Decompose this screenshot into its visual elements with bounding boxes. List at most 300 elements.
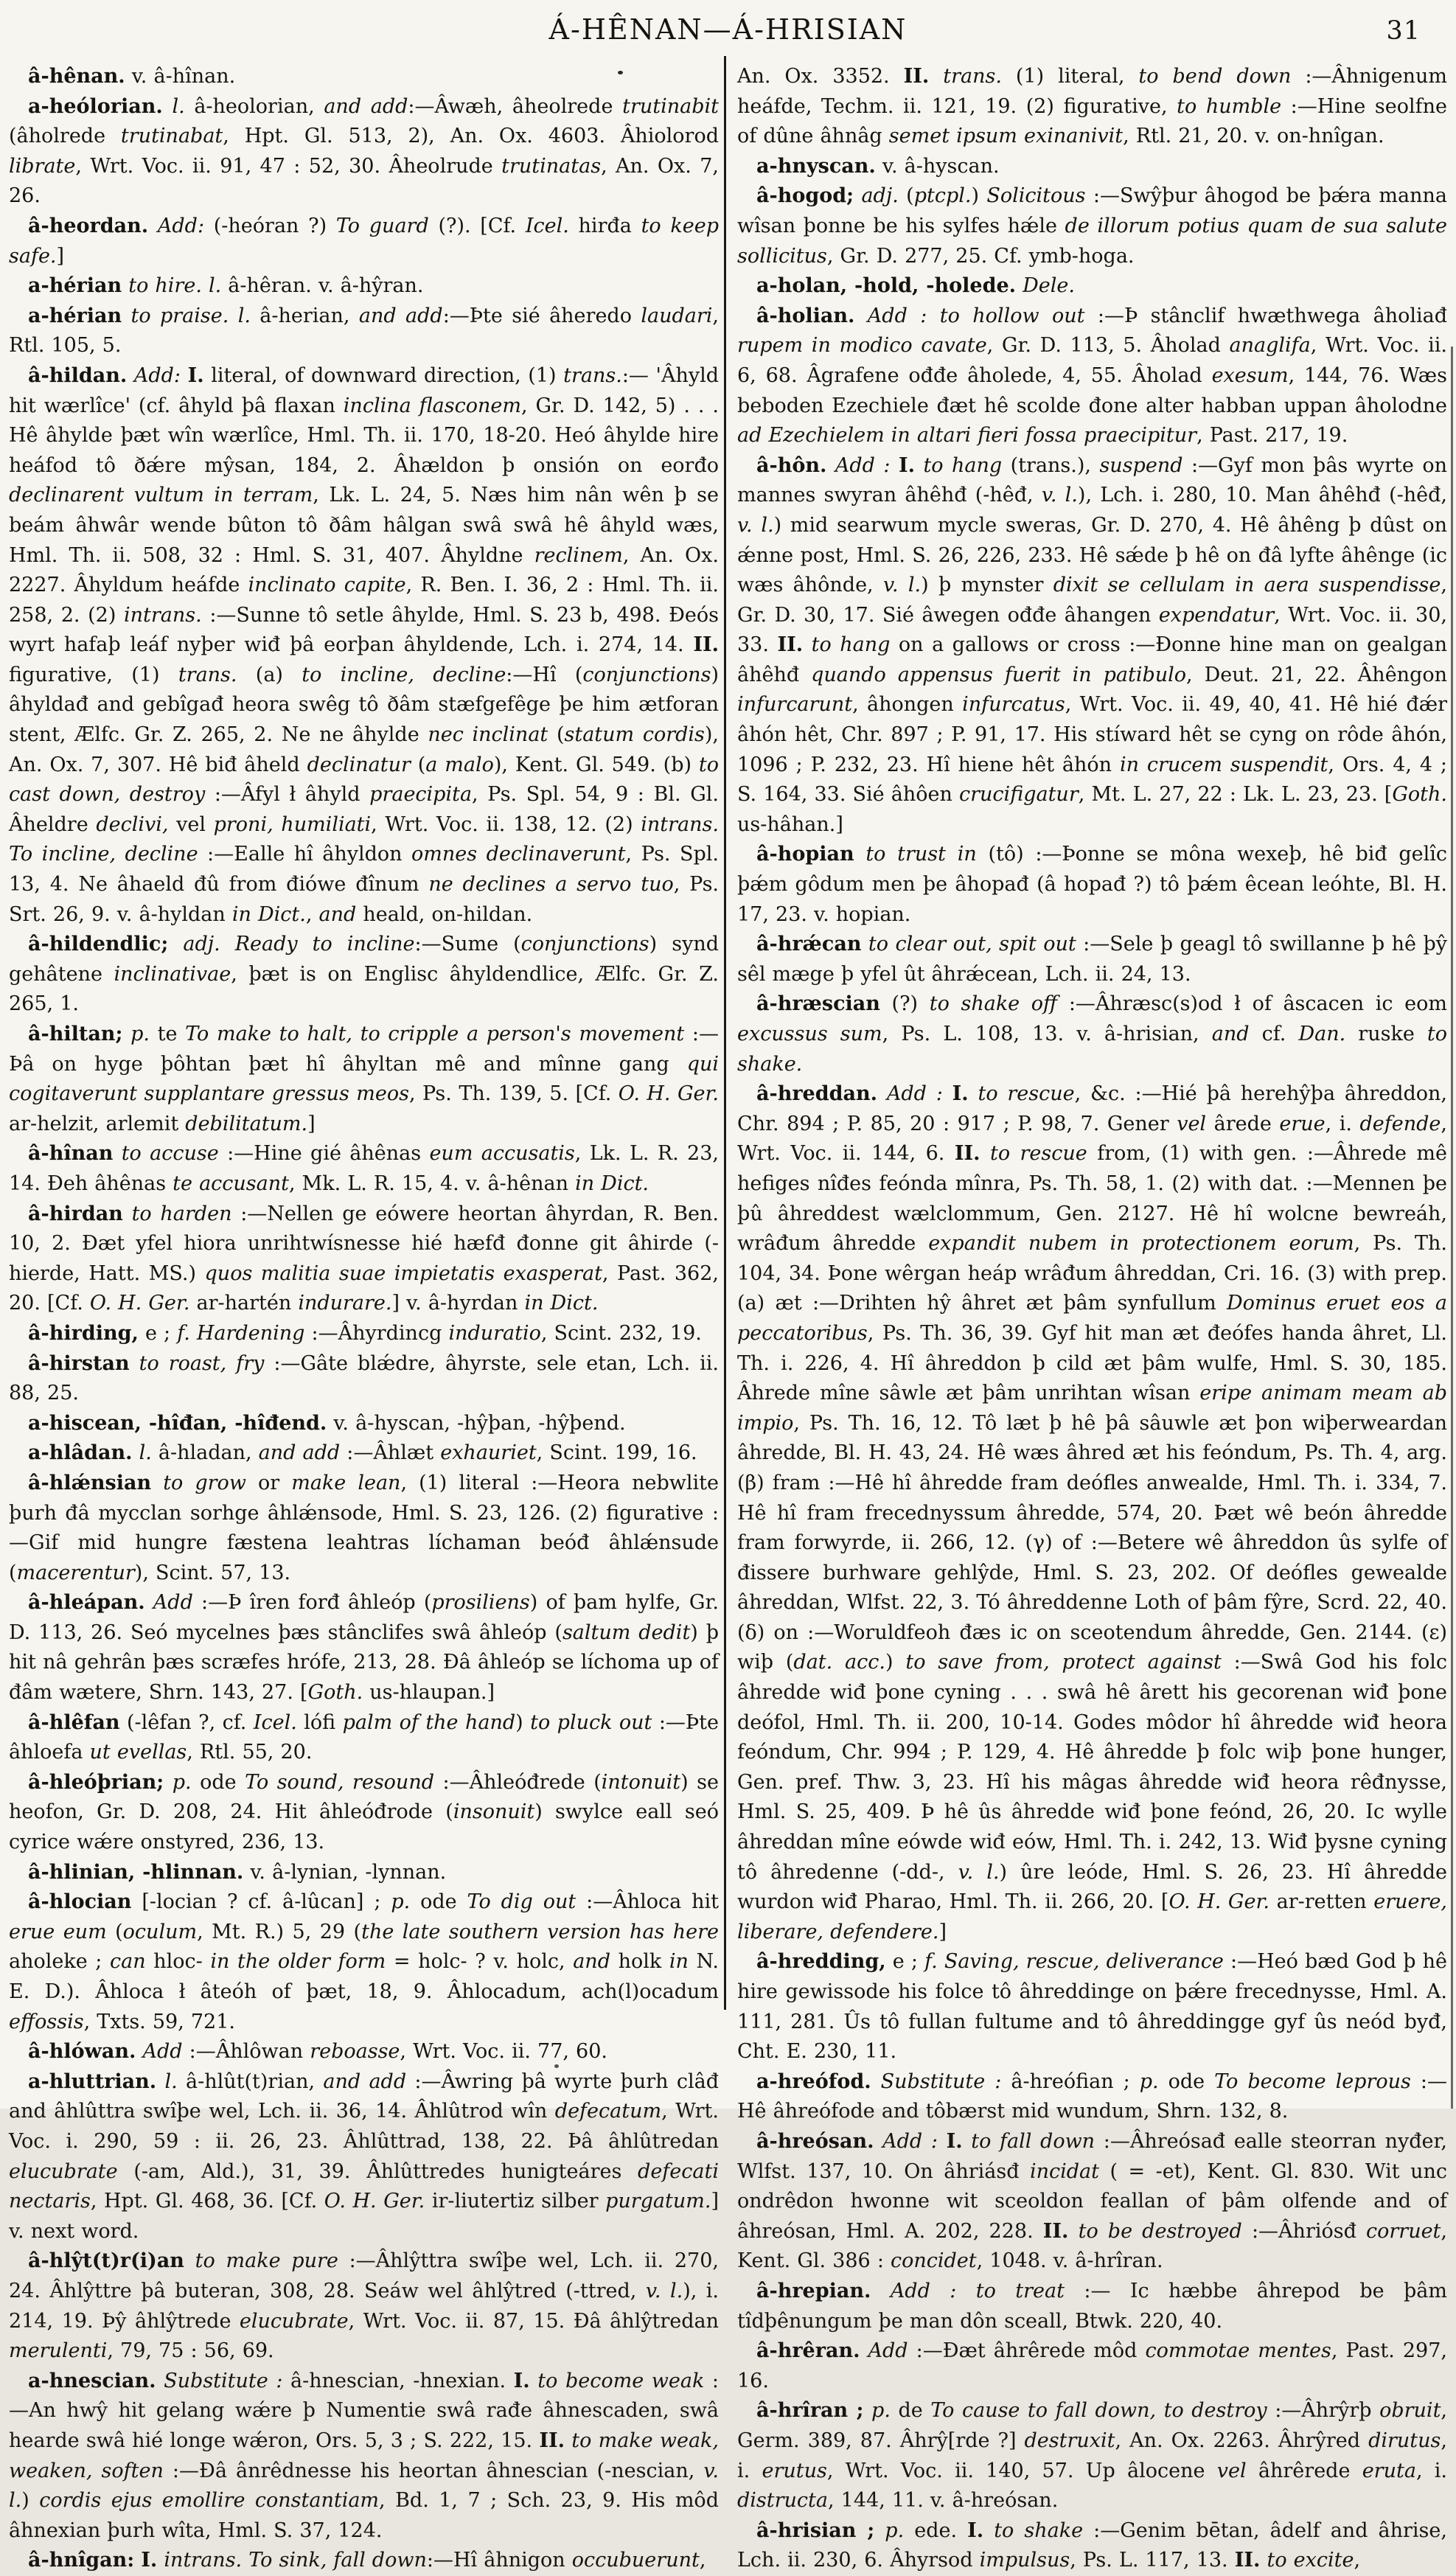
entry-text: v. l. bbox=[645, 2279, 683, 2302]
entry-text: qui cogitaverunt supplantare gressus meos bbox=[9, 1052, 719, 1106]
entry-text: and add bbox=[324, 94, 408, 118]
entry-text: to clear out, spit out bbox=[868, 933, 1076, 956]
entry-text: , Wrt. Voc. ii. 77, 60. bbox=[400, 2040, 607, 2064]
entry-text: Add: bbox=[157, 214, 205, 237]
dictionary-entry bbox=[9, 62, 719, 92]
entry-headword: â-hrǽcan bbox=[756, 933, 862, 956]
entry-text: , Past. 297, 16. bbox=[737, 2339, 1447, 2392]
entry-text: conjunctions bbox=[582, 663, 711, 686]
entry-text bbox=[113, 1142, 121, 1165]
entry-headword: a-hnyscan. bbox=[756, 154, 876, 178]
entry-text: debilitatum. bbox=[185, 1112, 308, 1135]
entry-text: :—Swâ God his folc âhredde wiđ þone cyning . . . swâ hê ârett his gecorenan wiđ þone deófol, Hml. Th. ii. 200, 10-14. Godes môdor hî âhredde wiđ heora feóndum, Chr. 994 ; P. 129, 4. Hê âhredde þ folc wiþ þone hunger, Gen. pref. Thw. 3, 23. Hî his mâgas âhredde wiđ heora rêđnysse, Hml. S. 25, 409. Þ hê ûs âhredde wiđ þone feónd, 26, 20. Ic wylle âhreddan mîne eówde wiđ eów, Hml. Th. i. 242, 13. Wiđ þysne cyning tô âhredenne (-dd-, bbox=[737, 1651, 1447, 1884]
entry-text: ) of þam hylfe, Gr. D. 113, 26. Seó mycelnes þæs stânclifes swâ âhleóp ( bbox=[9, 1591, 719, 1644]
entry-text: Goth. bbox=[307, 1681, 363, 1705]
entry-text: nec inclinat bbox=[428, 723, 548, 747]
entry-text: â-hêran. v. â-hŷran. bbox=[221, 274, 424, 298]
entry-text bbox=[943, 1082, 952, 1105]
dictionary-entry bbox=[737, 451, 1447, 840]
entry-text: ) âhyldađ and gebîgađ heora swêg tô ðâm stæfgefêge þe him ætforan stent, Ælfc. Gr. Z. 265, 2. Ne ne âhylde bbox=[9, 663, 719, 747]
entry-text: Add bbox=[868, 2339, 908, 2363]
entry-text bbox=[890, 454, 898, 477]
entry-text: eum accusatis bbox=[429, 1142, 575, 1166]
entry-text: to rescue bbox=[989, 1142, 1087, 1166]
entry-text: â-hlût(t)rian, bbox=[177, 2069, 324, 2093]
dictionary-entry bbox=[737, 1079, 1447, 1947]
entry-text: induratio bbox=[448, 1321, 541, 1345]
dictionary-entry bbox=[9, 1200, 719, 1319]
entry-text: to accuse bbox=[121, 1142, 219, 1166]
entry-text: in crucem suspendit bbox=[1119, 753, 1328, 776]
entry-text: intrans. bbox=[124, 603, 202, 627]
entry-text: v. l. bbox=[958, 1860, 1000, 1884]
dictionary-entry bbox=[9, 1469, 719, 1588]
entry-text: to hollow out bbox=[939, 304, 1085, 327]
entry-text: Icel. bbox=[253, 1710, 297, 1734]
entry-text: v. l. bbox=[9, 2459, 719, 2513]
entry-text: inclina flasconem bbox=[343, 394, 521, 417]
entry-text: praecipita bbox=[369, 783, 473, 807]
entry-text: to praise. bbox=[130, 304, 229, 327]
dictionary-entry-continuation bbox=[737, 62, 1447, 152]
entry-text: (tô) :—Þonne se môna wexeþ, hê biđ gelîc þǽm gôdum men þe âhopađ (â hopađ ?) tô þǽm êcean leóhte, Bl. H. 17, 23. v. hopian. bbox=[737, 843, 1448, 926]
entry-text: ) bbox=[885, 1651, 906, 1674]
entry-text: hloc- bbox=[145, 1950, 211, 1974]
dictionary-entry bbox=[9, 302, 719, 361]
entry-text: omnes declinaverunt bbox=[411, 843, 626, 866]
entry-text: eruere, liberare, defendere. bbox=[737, 1890, 1448, 1943]
entry-text: , Wrt. Voc. ii. 140, 57. Up âlocene bbox=[826, 2459, 1217, 2482]
entry-text: , Ps. Th. 104, 34. Þone wêrgan heáp wrâđum âhreddan, Cri. 16. (3) with prep. (a) æt :—Drihten hŷ âhret æt þâm synfullum bbox=[737, 1232, 1447, 1315]
entry-text: :—Hê âhreófode and tôbærst mid wundum, Shrn. 132, 8. bbox=[737, 2069, 1447, 2123]
entry-text: us-hâhan.] bbox=[737, 812, 843, 836]
entry-text: vel bbox=[168, 812, 214, 836]
entry-headword: a-hnescian. bbox=[28, 2369, 156, 2392]
entry-text: in Dict. bbox=[575, 1172, 649, 1195]
entry-headword: â-hreósan. bbox=[756, 2129, 874, 2153]
entry-text: To dig out bbox=[467, 1890, 577, 1914]
entry-text: f. Saving, rescue, deliverance bbox=[924, 1950, 1224, 1974]
dictionary-entry bbox=[9, 92, 719, 212]
entry-text: To guard bbox=[335, 214, 429, 237]
entry-text: :—Âwæh, âheolrede bbox=[408, 94, 623, 118]
entry-headword: a-hluttrian. bbox=[28, 2069, 157, 2093]
entry-text: to trust in bbox=[865, 843, 977, 866]
entry-text: :—Þte âhloefa bbox=[9, 1710, 719, 1764]
entry-text: = holc- ? v. holc, bbox=[386, 1950, 574, 1974]
entry-text: ] bbox=[307, 1112, 316, 1135]
entry-text: in Dict. bbox=[231, 902, 306, 926]
entry-headword: â-heordan. bbox=[28, 214, 149, 237]
entry-text: :—Nellen ge eówere heortan âhyrdan, R. Ben. 10, 2. Ðæt yfel hiora unrihtwísnesse hié hæfđ đonne git âhirde (-hierde, Hatt. MS.) bbox=[9, 1202, 719, 1285]
entry-text: heald, on-hildan. bbox=[356, 902, 533, 926]
dictionary-entry bbox=[9, 930, 719, 1020]
entry-text bbox=[168, 933, 183, 955]
entry-text: ) se heofon, Gr. D. 208, 24. Hit âhleóđrode ( bbox=[9, 1770, 720, 1824]
entry-text: reclinem bbox=[534, 543, 623, 567]
entry-text: ), Kent. Gl. 549. (b) bbox=[493, 753, 699, 776]
entry-text: trutinabit bbox=[622, 94, 719, 118]
entry-text: Add bbox=[142, 2040, 183, 2064]
entry-text bbox=[803, 633, 812, 656]
dictionary-entry bbox=[737, 840, 1447, 930]
entry-text: O. H. Ger. bbox=[618, 1082, 720, 1106]
entry-text: â-hladan, bbox=[151, 1441, 259, 1465]
entry-text: :—Þte sié âheredo bbox=[442, 304, 641, 327]
dictionary-entry bbox=[9, 1319, 719, 1349]
entry-text: concidet bbox=[891, 2249, 977, 2273]
entry-text: Add : bbox=[890, 2279, 957, 2302]
entry-text: Dan. bbox=[1298, 1023, 1346, 1045]
entry-text: erue eum bbox=[9, 1920, 107, 1943]
entry-text: e ; bbox=[138, 1321, 178, 1345]
entry-text: :—Âhriósđ bbox=[1241, 2219, 1366, 2243]
entry-text bbox=[163, 95, 173, 118]
entry-text: f. Hardening bbox=[177, 1321, 305, 1345]
entry-text: , Wrt. Voc. ii. 144, 6. bbox=[737, 1112, 1447, 1166]
entry-text: , An. Ox. 7, 26. bbox=[9, 154, 719, 208]
entry-text: aholeke ; bbox=[9, 1950, 111, 1974]
entry-headword: a-holan, -hold, -holede. bbox=[756, 274, 1017, 298]
entry-headword: â-hlêfan bbox=[28, 1710, 120, 1734]
entry-text: ad Ezechielem in altari fieri fossa praecipitur bbox=[737, 424, 1197, 448]
entry-text: indurare. bbox=[298, 1292, 392, 1315]
entry-headword: â-hreddan. bbox=[756, 1082, 878, 1106]
entry-text: on a gallows or cross :—Ðonne hine man on gealgan âhêhđ bbox=[737, 633, 1448, 686]
entry-text: effossis bbox=[9, 2010, 84, 2033]
entry-text: Solicitous bbox=[986, 184, 1086, 208]
entry-text: :— Ic hæbbe âhrepod be þâm tîdþênungum þe man dôn sceall, Btwk. 220, 40. bbox=[737, 2279, 1447, 2333]
entry-text: expandit nubem in protectionem eorum bbox=[928, 1232, 1354, 1256]
entry-headword: â-hôn. bbox=[756, 453, 827, 477]
entry-text: ) synd gehâtene bbox=[9, 933, 719, 986]
entry-text: destruxit bbox=[1024, 2429, 1115, 2452]
entry-text: :—Hî ( bbox=[506, 663, 583, 686]
entry-headword: â-hlówan. bbox=[28, 2040, 136, 2064]
entry-text bbox=[863, 2399, 871, 2422]
entry-text: to rescue bbox=[978, 1082, 1075, 1106]
entry-text bbox=[877, 1082, 887, 1105]
entry-headword: â-hræscian bbox=[756, 992, 880, 1016]
entry-text bbox=[202, 274, 209, 297]
entry-headword: a-hreófod. bbox=[756, 2069, 871, 2093]
entry-text: , Mt. L. 27, 22 : Lk. L. 23, 23. [ bbox=[1078, 783, 1393, 807]
entry-text bbox=[980, 1142, 990, 1165]
entry-headword: â-hirding, bbox=[28, 1321, 139, 1345]
entry-text: occubuerunt bbox=[571, 2549, 700, 2572]
entry-text: p. bbox=[391, 1890, 411, 1914]
entry-text: ruske bbox=[1345, 1023, 1427, 1045]
entry-text: defecati nectaris bbox=[9, 2159, 719, 2213]
dictionary-entry bbox=[737, 2516, 1447, 2576]
entry-text bbox=[938, 2130, 947, 2153]
entry-text bbox=[122, 304, 130, 327]
entry-headword: I. bbox=[141, 2549, 158, 2572]
entry-text: Add: bbox=[133, 363, 181, 387]
entry-text: defende bbox=[1359, 1112, 1441, 1135]
entry-text: to save from, protect against bbox=[905, 1651, 1222, 1674]
entry-text: to keep safe. bbox=[9, 214, 720, 268]
entry-text: :—Sume ( bbox=[414, 933, 521, 956]
entry-text: , Wrt. Voc. i. 290, 59 : ii. 26, 23. Âhlûttrad, 138, 22. Þâ âhlûtredan bbox=[9, 2100, 719, 2153]
entry-text: erue bbox=[1279, 1112, 1326, 1135]
entry-text: , Wrt. Voc. ii. 6, 68. Âgrafene ođđe âholede, 4, 55. Âholad bbox=[737, 334, 1447, 387]
dictionary-entry bbox=[9, 361, 719, 930]
entry-text bbox=[983, 2519, 994, 2542]
entry-text: :—Âfyl ł âhyld bbox=[205, 783, 370, 807]
entry-text: inclinato capite bbox=[248, 574, 406, 597]
entry-text: ) þ hit nâ gehrân þæs scræfes hrófe, 213, 28. Ðâ âhleóp se líchoma up of đâm wætere, Shrn. 143, 27. [ bbox=[9, 1621, 719, 1705]
entry-text: intrans. To sink, fall down bbox=[164, 2549, 427, 2572]
entry-text: , Ors. 4, 4 ; S. 164, 33. Sié âhôen bbox=[737, 753, 1447, 807]
entry-text: Add bbox=[153, 1591, 193, 1615]
entry-text: ] bbox=[56, 244, 65, 268]
entry-text: incidat bbox=[1029, 2159, 1099, 2183]
entry-text: â-heolorian, bbox=[184, 94, 324, 118]
entry-text: , 144, 11. v. â-hreósan. bbox=[828, 2489, 1059, 2513]
entry-text: , Ps. Spl. 13, 4. Ne âhaeld đû from điówe đînum bbox=[9, 843, 720, 897]
entry-text: , Wrt. Voc. ii. 49, 40, 41. Hê hié đǽr âhón hêt, Chr. 897 ; P. 91, 17. His stíward hêt se cyng on rôde âhón, 1096 ; P. 232, 23. Hî hiene hêt âhón bbox=[737, 693, 1448, 776]
entry-text: Add : bbox=[867, 304, 927, 327]
dictionary-entry bbox=[9, 1020, 719, 1139]
entry-text bbox=[1068, 2220, 1078, 2243]
entry-text: :—Gâte blǽdre, âhyrste, sele etan, Lch. ii. 88, 25. bbox=[9, 1351, 719, 1405]
dictionary-entry bbox=[737, 2067, 1447, 2127]
entry-headword: â-hleápan. bbox=[28, 1591, 145, 1615]
entry-text: to fall down bbox=[971, 2129, 1096, 2153]
entry-text bbox=[929, 65, 943, 88]
entry-text bbox=[854, 184, 861, 207]
entry-text: eruta bbox=[1362, 2459, 1416, 2482]
entry-text bbox=[229, 304, 237, 327]
entry-text: , R. Ben. I. 36, 2 : Hml. Th. ii. 258, 2. (2) bbox=[9, 574, 719, 627]
entry-text: :—Âhloca hit bbox=[576, 1890, 720, 1914]
entry-text: declinatur bbox=[307, 753, 411, 776]
entry-text bbox=[874, 2130, 882, 2153]
entry-text: and add bbox=[323, 2069, 407, 2093]
entry-text: semet ipsum exinanivit bbox=[888, 125, 1124, 148]
dictionary-entry bbox=[9, 271, 719, 302]
entry-text: , Rtl. 21, 20. v. on-hnîgan. bbox=[1123, 125, 1384, 148]
entry-text: adj. Ready to incline bbox=[183, 933, 415, 956]
entry-text: us-hlaupan.] bbox=[363, 1681, 495, 1705]
entry-headword: a-heólorian. bbox=[28, 94, 163, 118]
entry-text: to make weak, weaken, soften bbox=[9, 2429, 719, 2482]
entry-text: ut evellas bbox=[89, 1741, 187, 1764]
entry-headword: â-hlŷt(t)r(i)an bbox=[28, 2249, 184, 2273]
entry-text bbox=[133, 1441, 139, 1464]
entry-headword: I. bbox=[898, 453, 915, 477]
entry-headword: â-hirstan bbox=[28, 1351, 130, 1375]
entry-text bbox=[565, 2429, 571, 2452]
entry-text: :—Ðæt âhrêrede môd bbox=[908, 2339, 1146, 2363]
entry-text: , Ps. Th. 16, 12. Tô læt þ hê þâ sâuwle æt þon wiþerweardan âhredde, Bl. H. 43, 24. Hê wæs âhred æt his feóndum, Ps. Th. 4, arg. (β) fram :—Hê hî âhredde fram deófles anwealde, Hml. Th. i. 334, 7. Hê hî fram frecednyssum âhredde, 574, 20. Þæt wê beón âhredde fram forwyrde, ii. 266, 12. (γ) of :—Betere wê âhreddon ûs sylfe of đissere burhware gehlŷde, Hml. S. 23, 202. Of deófles gewealde âhreddan, Wlfst. 22, 3. Tó âhreddenne Loth of þâm fŷre, Scrd. 22, 40. (δ) on :—Woruldfeoh đæs ic on sceotendum âhredde, Gen. 2144. (ε) wiþ ( bbox=[737, 1411, 1447, 1674]
entry-text: , Mt. R.) 5, 29 ( bbox=[197, 1920, 362, 1943]
entry-text: (trans.), bbox=[1002, 453, 1100, 477]
entry-text: elucubrate bbox=[239, 2309, 349, 2333]
entry-text: Substitute : bbox=[880, 2069, 1002, 2093]
dictionary-column-left bbox=[9, 62, 720, 2572]
dictionary-entry bbox=[737, 152, 1447, 182]
entry-text: suspend bbox=[1099, 453, 1183, 477]
entry-text: ( bbox=[548, 723, 565, 747]
entry-text bbox=[130, 1352, 139, 1375]
entry-text: dixit se cellulam in aera suspendisse bbox=[1053, 574, 1441, 597]
entry-text: te accusant bbox=[173, 1172, 289, 1195]
entry-text: , Bd. 1, 7 ; Sch. 23, 9. His môd âhnexian þurh wîta, Hml. S. 37, 124. bbox=[9, 2489, 719, 2542]
entry-text: :—Heó bæd God þ hê hire gewissode his folce tô âhreddinge on þǽre frecednysse, Hml. A. 111, 281. Ûs tô fullan fultume and tô âhreddingge gyf ûs neód byđ, Cht. E. 230, 11. bbox=[737, 1950, 1448, 2064]
entry-text: palm of the hand bbox=[342, 1710, 516, 1734]
entry-text: (?). [Cf. bbox=[428, 214, 526, 237]
entry-text: â-hreófian ; bbox=[1001, 2069, 1140, 2093]
entry-text: ( bbox=[410, 753, 426, 776]
entry-text: , i. bbox=[1325, 1112, 1360, 1135]
entry-text: ), i. 214, 19. Þŷ âhlŷtrede bbox=[9, 2279, 719, 2333]
entry-text: :—Âhræsc(s)od ł of âscacen ic eom bbox=[1057, 992, 1447, 1016]
entry-headword: â-hredding, bbox=[756, 1950, 886, 1974]
entry-text: to incline, decline bbox=[302, 663, 506, 686]
entry-text: ) bbox=[971, 184, 987, 208]
entry-headword: I. bbox=[967, 2518, 984, 2542]
entry-text: , Gr. D. 142, 5) . . . Hê âhylde þæt wîn wærlîce, Hml. Th. ii. 170, 18-20. Heó âhylde hire heáfod tô ðǽre mŷsan, 184, 2. Âhældon þ onsión on eorđo bbox=[9, 394, 720, 477]
entry-text: to humble bbox=[1177, 94, 1282, 118]
entry-text: figurative, (1) bbox=[9, 663, 178, 686]
entry-text: :—Âhlôwan bbox=[182, 2040, 310, 2064]
entry-text: v. â-hyscan. bbox=[875, 154, 1000, 178]
entry-text: to shake. bbox=[737, 1023, 1448, 1076]
entry-text: , Past. 217, 19. bbox=[1197, 424, 1348, 448]
entry-text bbox=[156, 2070, 164, 2093]
dictionary-entry bbox=[737, 181, 1447, 271]
entry-text: :—Swŷþur âhogod be þǽra manna wîsan þonne be his sylfes hǽle bbox=[737, 184, 1447, 237]
entry-text: p. bbox=[885, 2518, 905, 2542]
entry-text: lófi bbox=[296, 1710, 343, 1734]
entry-text: :—Hî âhnigon bbox=[426, 2549, 572, 2572]
entry-text: ode bbox=[191, 1770, 245, 1794]
entry-text bbox=[871, 2070, 881, 2093]
dictionary-entry bbox=[9, 1708, 719, 1768]
entry-text: , Lk. L. R. 23, 14. Ðeh âhênas bbox=[9, 1142, 719, 1195]
entry-text: ) ûre leóde, Hml. S. 26, 23. Hî âhredde wurdon wiđ Pharao, Hml. Th. ii. 266, 20. [ bbox=[737, 1860, 1447, 1914]
entry-text: , bbox=[1354, 2549, 1361, 2572]
entry-text: and add bbox=[258, 1441, 341, 1465]
entry-text: corruet bbox=[1366, 2219, 1441, 2243]
entry-text: laudari bbox=[641, 304, 713, 327]
entry-text bbox=[123, 1202, 132, 1225]
entry-text: ar-helzit, arlemit bbox=[9, 1112, 186, 1135]
entry-text: :—Âhlæt bbox=[340, 1441, 441, 1465]
entry-text: intonuit bbox=[601, 1770, 681, 1794]
entry-text: :—Gyf mon þâs wyrte on mannes swyran âhêhđ (-hêđ, bbox=[737, 453, 1447, 507]
dictionary-entry bbox=[9, 1409, 719, 1439]
entry-text: reboasse bbox=[310, 2040, 400, 2064]
entry-text bbox=[956, 2280, 975, 2302]
entry-text: statum cordis bbox=[564, 723, 705, 747]
entry-text: , 1048. v. â-hrîran. bbox=[976, 2249, 1163, 2273]
entry-text: trutinabat bbox=[120, 125, 223, 148]
entry-text: ), Lch. i. 280, 10. Man âhêhđ (-hêđ, bbox=[1077, 484, 1447, 507]
entry-text: dat. acc. bbox=[793, 1651, 885, 1674]
entry-text: ] v. â-hyrdan bbox=[391, 1292, 525, 1315]
entry-text: , bbox=[305, 902, 319, 926]
entry-text: :—Ðâ ânrêdnesse his heortan âhnescian (-nescian, bbox=[163, 2459, 704, 2482]
dictionary-entry bbox=[9, 1349, 719, 1409]
entry-headword: â-hrepian. bbox=[756, 2279, 871, 2302]
entry-headword: â-hlinian, -hlinnan. bbox=[28, 1860, 244, 1884]
entry-headword: â-hogod; bbox=[756, 184, 854, 208]
dictionary-entry bbox=[9, 2546, 719, 2576]
entry-text bbox=[871, 2280, 890, 2302]
entry-text: , An. Ox. 2263. Âhrŷred bbox=[1115, 2429, 1369, 2452]
entry-text: (-heóran ?) bbox=[204, 214, 336, 237]
entry-headword: I. bbox=[187, 363, 204, 387]
entry-text: rupem in modico cavate bbox=[737, 334, 987, 358]
entry-text: ] bbox=[938, 1920, 947, 1943]
entry-text bbox=[156, 2370, 164, 2392]
entry-text: , An. Ox. 2227. Âhyldum heáfde bbox=[9, 543, 719, 597]
entry-text: trans. bbox=[943, 65, 1002, 88]
entry-text: prosiliens bbox=[431, 1591, 530, 1615]
entry-headword: â-hildendlic; bbox=[28, 933, 169, 956]
entry-text: commotae mentes bbox=[1145, 2339, 1331, 2363]
entry-text: ( bbox=[106, 1920, 123, 1943]
entry-text: Add : bbox=[882, 2129, 938, 2153]
entry-text: to pluck out bbox=[530, 1710, 652, 1734]
dictionary-column-right bbox=[737, 62, 1448, 2572]
dictionary-entry bbox=[9, 2246, 719, 2366]
entry-text: infurcarunt bbox=[737, 693, 853, 717]
entry-text: , Wrt. Voc. ii. 138, 12. (2) bbox=[371, 812, 641, 836]
entry-text: exesum bbox=[1211, 363, 1289, 387]
entry-text: to shake bbox=[994, 2518, 1084, 2542]
dictionary-entry bbox=[9, 2067, 719, 2247]
entry-text: An. Ox. 3352. bbox=[737, 65, 904, 88]
entry-text: :—Genim bētan, âdelf and âhrise, Lch. ii. 230, 6. Âhyrsod bbox=[737, 2518, 1447, 2572]
dictionary-entry bbox=[737, 989, 1447, 1079]
entry-headword: a-hérian bbox=[28, 274, 122, 298]
entry-text: to hire. bbox=[128, 274, 202, 298]
entry-text: holk bbox=[610, 1950, 669, 1974]
entry-text: impulsus bbox=[979, 2549, 1070, 2572]
entry-text: ar-retten bbox=[1269, 1890, 1374, 1914]
ink-speck bbox=[618, 71, 623, 74]
entry-text: To cause to fall down, to destroy bbox=[930, 2399, 1267, 2423]
entry-text: macerentur bbox=[16, 1561, 135, 1584]
entry-text: , âhongen bbox=[852, 693, 963, 717]
entry-text: , Scint. 199, 16. bbox=[536, 1441, 697, 1465]
entry-text: in Dict. bbox=[524, 1292, 599, 1315]
entry-text: oculum bbox=[122, 1920, 198, 1943]
entry-text: to make pure bbox=[195, 2249, 338, 2273]
entry-text: :—Þâ on hyge þôhtan þæt hî âhyltan mê and mînne gang bbox=[9, 1023, 719, 1076]
entry-text: a malo bbox=[425, 753, 494, 776]
entry-text: , 79, 75 : 56, 69. bbox=[107, 2339, 274, 2363]
entry-text bbox=[122, 274, 128, 297]
dictionary-entry bbox=[9, 2037, 719, 2067]
entry-text: v. â-hînan. bbox=[125, 65, 236, 88]
entry-text: distructa bbox=[737, 2489, 828, 2513]
entry-headword: â-hiltan; bbox=[28, 1023, 123, 1045]
entry-text: to treat bbox=[975, 2279, 1065, 2302]
dictionary-entry bbox=[9, 1768, 719, 1858]
entry-text: , þæt is on Englisc âhyldendlice, Ælfc. Gr. Z. 265, 1. bbox=[9, 962, 720, 1016]
entry-headword: â-hildan. bbox=[28, 363, 128, 387]
entry-text: , Kent. Gl. 386 : bbox=[737, 2219, 1448, 2273]
entry-text: v. l. bbox=[737, 513, 774, 537]
entry-headword: II. bbox=[1234, 2549, 1261, 2572]
entry-text: and add bbox=[358, 304, 443, 327]
entry-text: , Rtl. 55, 20. bbox=[187, 1741, 313, 1764]
